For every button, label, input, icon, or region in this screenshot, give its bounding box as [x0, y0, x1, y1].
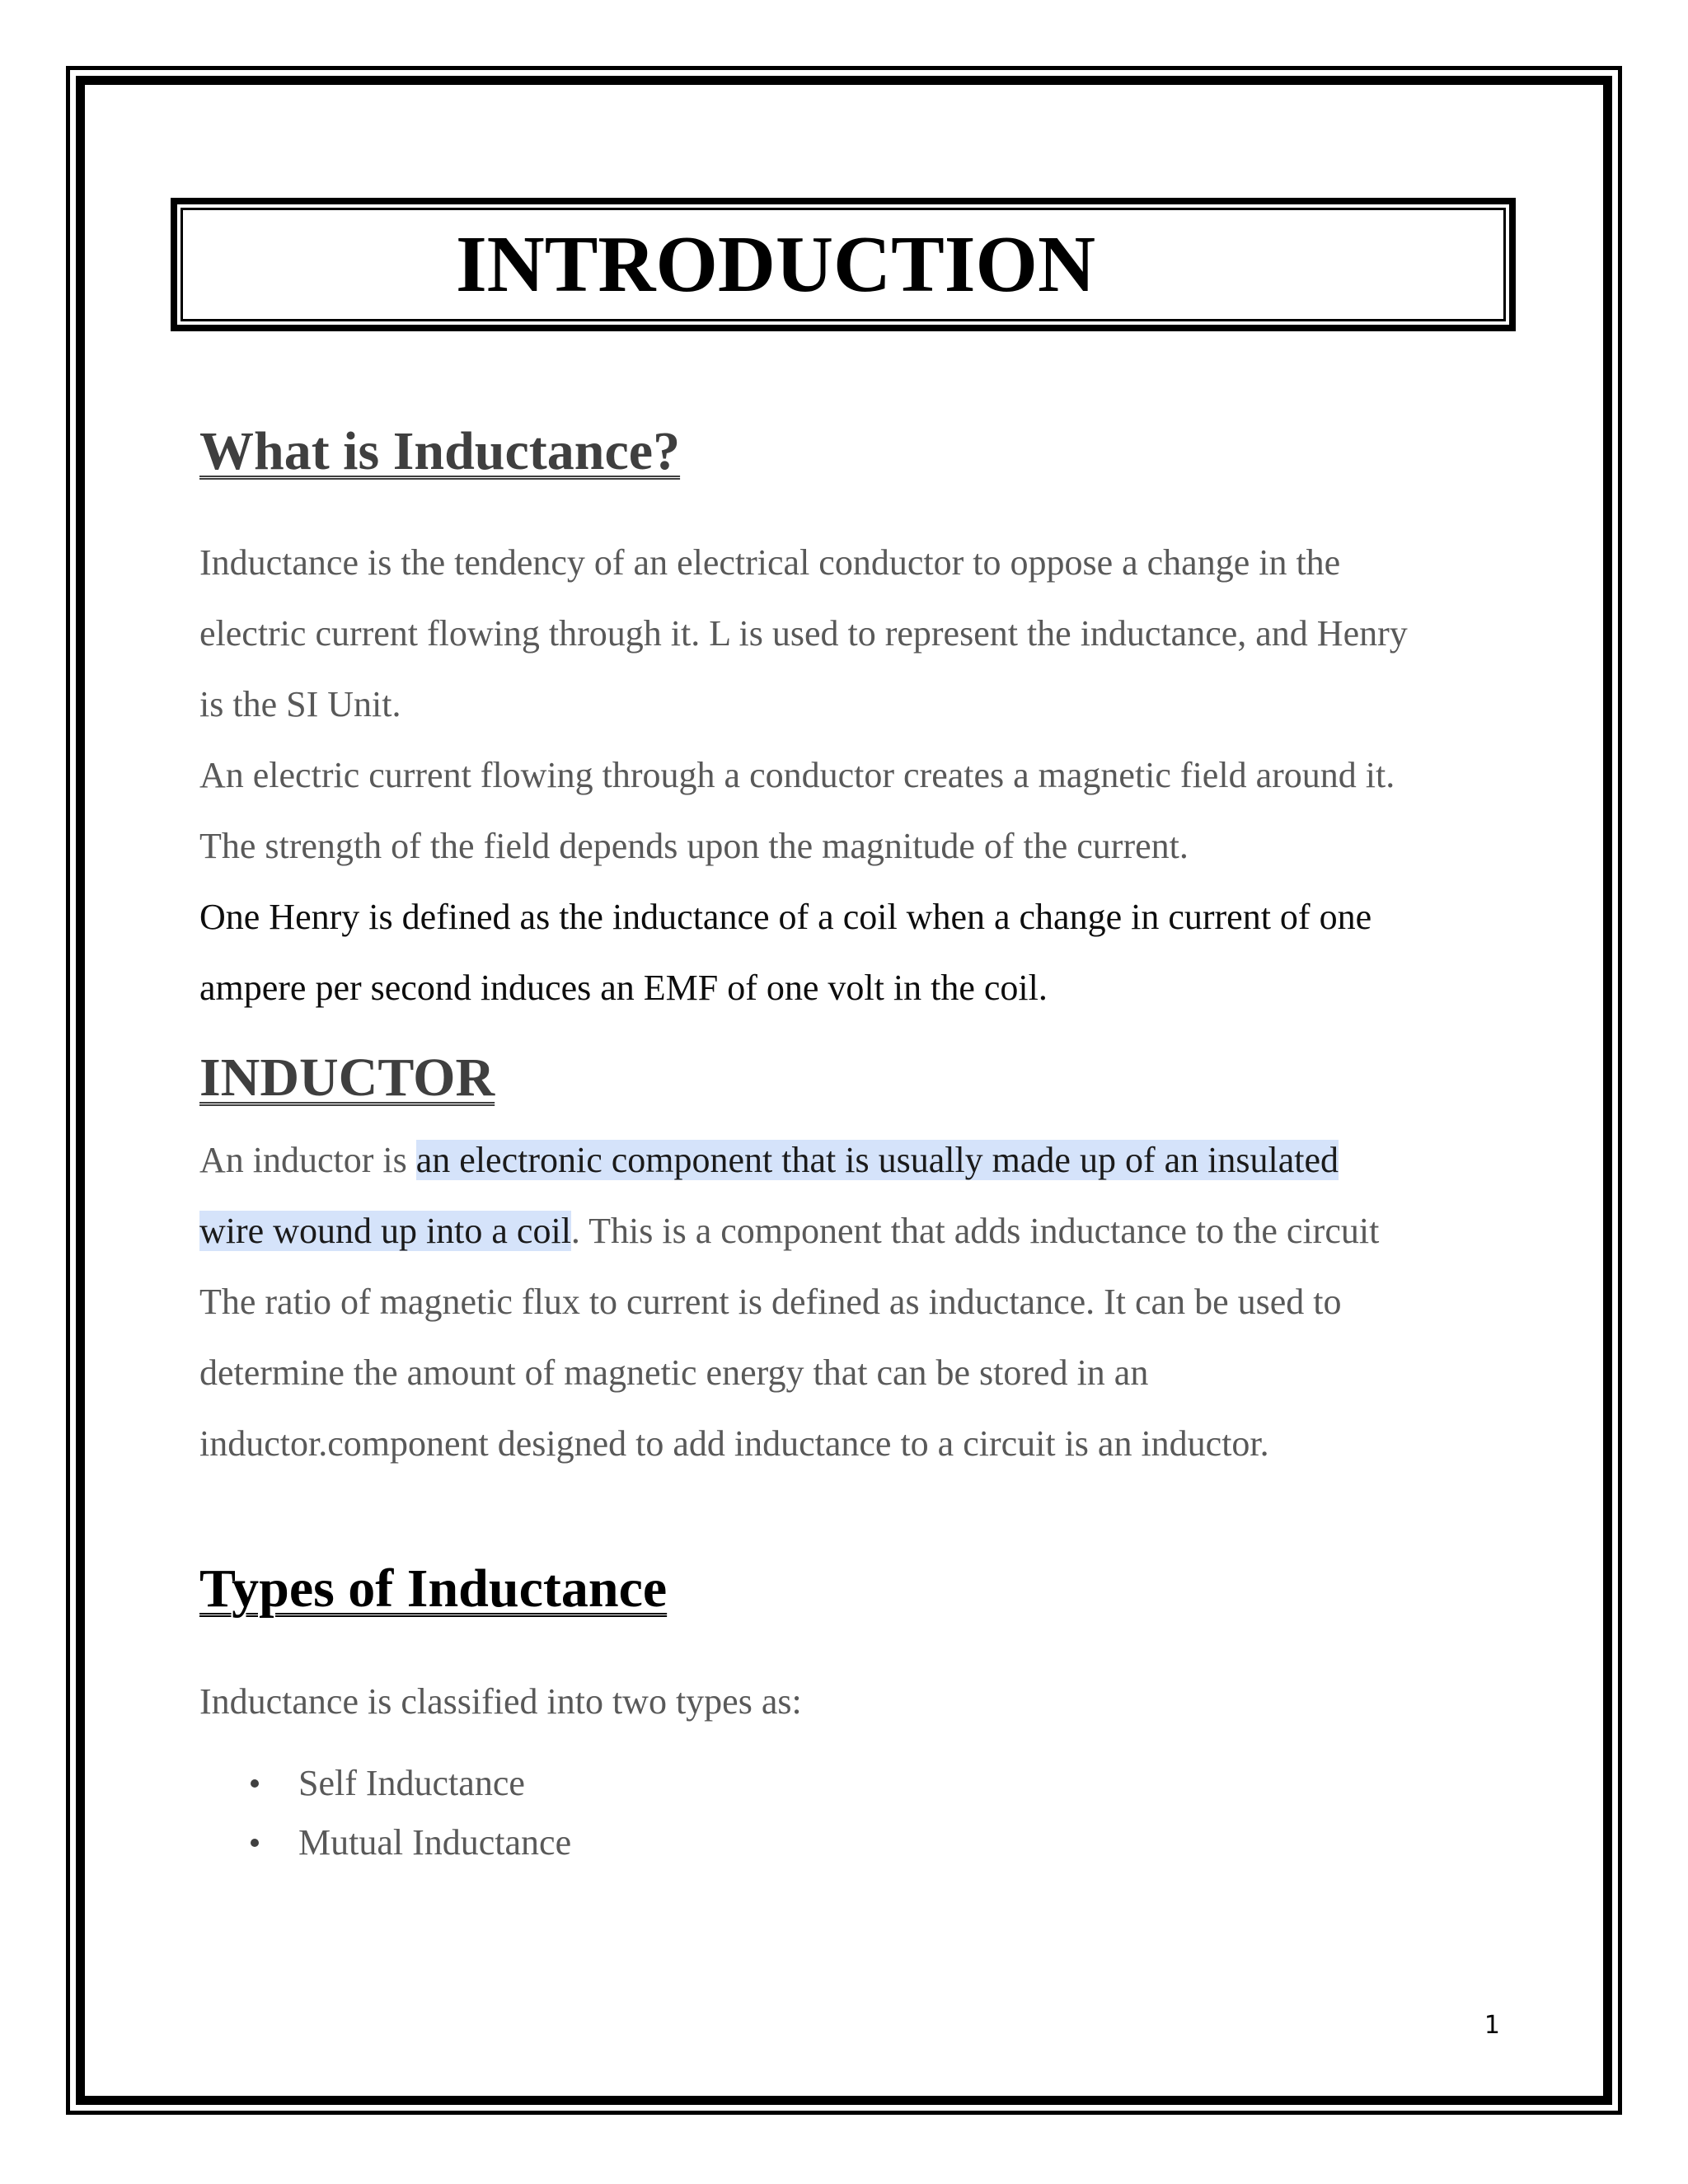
- paragraph-line: The strength of the field depends upon the magnitude of the current.: [199, 826, 1189, 866]
- paragraph-line: inductor.component designed to add inductance to a circuit is an inductor.: [199, 1423, 1269, 1464]
- paragraph-line: [199, 1125, 1339, 1196]
- text-segment: . This is a component that adds inductance to the circuit: [570, 1211, 1380, 1251]
- page-number: 1: [1484, 2011, 1500, 2040]
- text-segment: An inductor is: [199, 1140, 416, 1180]
- types-list: [199, 1754, 571, 1872]
- highlighted-text: an electronic component that is usually made up of an insulated: [415, 1140, 1339, 1180]
- heading-inductor: INDUCTOR: [199, 1047, 495, 1108]
- paragraph-line: is the SI Unit.: [199, 684, 401, 724]
- bullet-icon: [251, 1779, 259, 1788]
- list-item: [199, 1813, 571, 1872]
- list-item-label: Self Inductance: [298, 1763, 525, 1803]
- paragraph-line: electric current flowing through it. L is used to represent the inductance, and Henry: [199, 613, 1408, 654]
- paragraph-line: determine the amount of magnetic energy that can be stored in an: [199, 1352, 1149, 1393]
- paragraph-line: [199, 1196, 1379, 1267]
- list-item-label: Mutual Inductance: [298, 1822, 572, 1863]
- list-item: [199, 1754, 571, 1813]
- paragraph-line: ampere per second induces an EMF of one volt in the coil.: [199, 968, 1048, 1008]
- bullet-icon: [251, 1839, 259, 1847]
- highlighted-text: wire wound up into a coil: [199, 1211, 571, 1251]
- paragraph-line: Inductance is the tendency of an electrical conductor to oppose a change in the: [199, 542, 1341, 583]
- heading-what-is-inductance: What is Inductance?: [199, 421, 681, 481]
- heading-types-of-inductance: Types of Inductance: [199, 1558, 668, 1619]
- page-title: INTRODUCTION: [455, 220, 1096, 308]
- paragraph-line: The ratio of magnetic flux to current is defined as inductance. It can be used to: [199, 1282, 1342, 1322]
- paragraph-line: One Henry is defined as the inductance of a coil when a change in current of one: [199, 897, 1372, 937]
- paragraph-line: Inductance is classified into two types as:: [199, 1681, 802, 1722]
- paragraph-line: An electric current flowing through a conductor creates a magnetic field around it.: [199, 755, 1395, 795]
